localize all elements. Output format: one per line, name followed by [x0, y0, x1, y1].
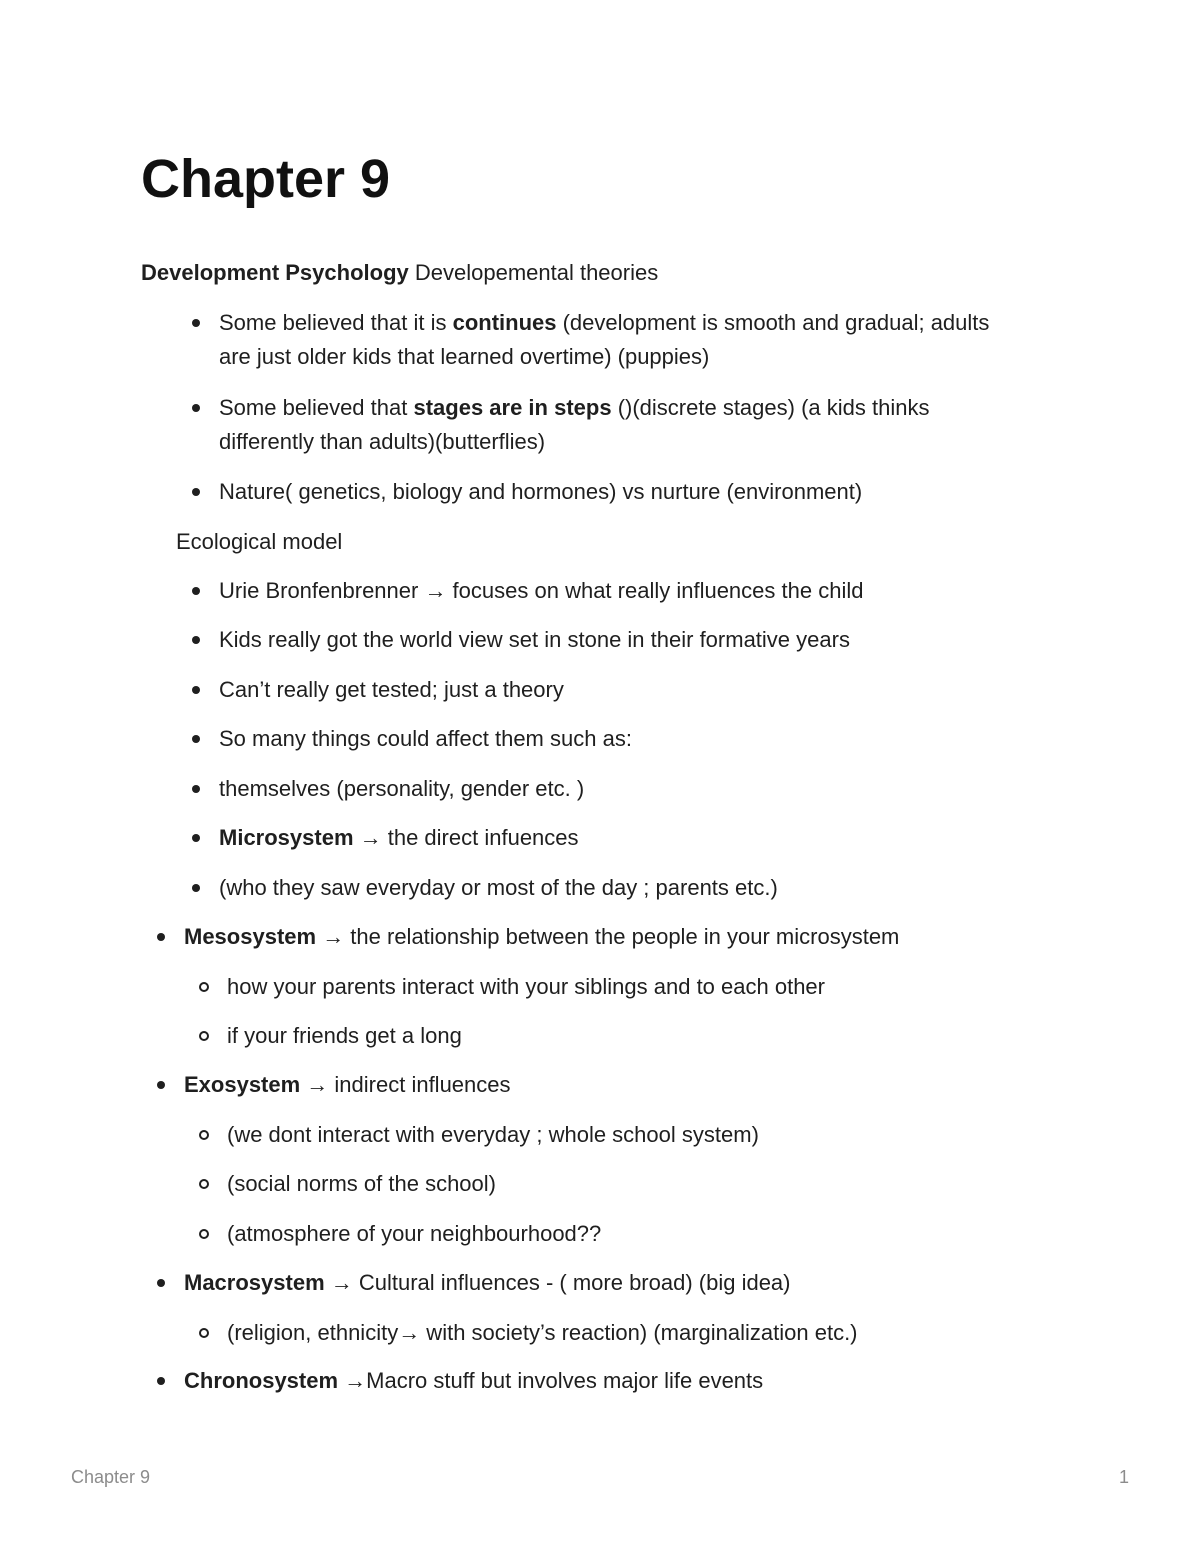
- bullet-icon: [157, 1081, 165, 1089]
- mesosystem-item: [184, 922, 899, 952]
- footer-page-number: 1: [1118, 1467, 1129, 1487]
- bullet-icon: [192, 587, 200, 595]
- mesosystem-subitem: if your friends get a long: [227, 1023, 462, 1048]
- sub-bullet-icon: [199, 1179, 209, 1189]
- theory-text: Some believed that it is: [219, 310, 453, 335]
- bullet-icon: [157, 1279, 165, 1287]
- ecological-heading: Ecological model: [176, 529, 343, 554]
- sub-bullet-icon: [199, 1130, 209, 1140]
- sub-bullet-icon: [199, 1229, 209, 1239]
- theory-text: Some believed that: [219, 395, 414, 420]
- exosystem-item: [184, 1070, 511, 1100]
- sub-bullet-icon: [199, 1328, 209, 1338]
- theory-text: (development is smooth and gradual; adults: [556, 310, 990, 335]
- bullet-icon: [192, 785, 200, 793]
- microsystem-label: Microsystem: [219, 825, 354, 850]
- exosystem-label: Exosystem: [184, 1072, 301, 1097]
- chronosystem-text: →Macro stuff but involves major life events: [338, 1368, 764, 1393]
- exosystem-subitem: (atmosphere of your neighbourhood??: [227, 1221, 602, 1246]
- theory-bold: continues: [452, 310, 557, 335]
- microsystem-text: → the direct infuences: [353, 825, 579, 850]
- bullet-icon: [192, 834, 200, 842]
- microsystem-note: (who they saw everyday or most of the day ; parents etc.): [219, 875, 778, 900]
- page-title: Chapter 9: [141, 149, 391, 209]
- macrosystem-subitem: (religion, ethnicity→ with society’s reaction) (marginalization etc.): [227, 1320, 858, 1345]
- ecological-item: Kids really got the world view set in stone in their formative years: [219, 627, 850, 652]
- macrosystem-text: → Cultural influences - ( more broad) (big idea): [324, 1270, 791, 1295]
- macrosystem-item: [184, 1268, 791, 1298]
- bullet-icon: [192, 636, 200, 644]
- mesosystem-subitem: how your parents interact with your siblings and to each other: [227, 974, 825, 999]
- intro-text: Developemental theories: [408, 260, 659, 285]
- theory-text: ()(discrete stages) (a kids thinks: [611, 395, 930, 420]
- intro-line: [141, 258, 658, 288]
- chronosystem-item: [184, 1366, 763, 1396]
- ecological-item: So many things could affect them such as:: [219, 726, 632, 751]
- bullet-icon: [192, 735, 200, 743]
- footer-chapter-label: Chapter 9: [71, 1467, 151, 1487]
- exosystem-subitem: (social norms of the school): [227, 1171, 496, 1196]
- exosystem-text: → indirect influences: [300, 1072, 511, 1097]
- exosystem-subitem: (we dont interact with everyday ; whole school system): [227, 1122, 759, 1147]
- chronosystem-label: Chronosystem: [184, 1368, 339, 1393]
- theory-item: [219, 393, 929, 423]
- theory-continuation: are just older kids that learned overtime) (puppies): [219, 344, 710, 369]
- bullet-icon: [192, 319, 200, 327]
- bullet-icon: [157, 933, 165, 941]
- intro-bold: Development Psychology: [141, 260, 409, 285]
- bullet-icon: [192, 404, 200, 412]
- ecological-item: Urie Bronfenbrenner → focuses on what really influences the child: [219, 578, 864, 603]
- microsystem-item: [219, 823, 579, 853]
- ecological-item: Can’t really get tested; just a theory: [219, 677, 564, 702]
- bullet-icon: [157, 1377, 165, 1385]
- mesosystem-text: → the relationship between the people in your microsystem: [316, 924, 900, 949]
- bullet-icon: [192, 884, 200, 892]
- theory-item: [219, 308, 989, 338]
- ecological-item: themselves (personality, gender etc. ): [219, 776, 585, 801]
- mesosystem-label: Mesosystem: [184, 924, 317, 949]
- sub-bullet-icon: [199, 1031, 209, 1041]
- theory-item: Nature( genetics, biology and hormones) vs nurture (environment): [219, 479, 863, 504]
- theory-bold: stages are in steps: [413, 395, 612, 420]
- theory-continuation: differently than adults)(butterflies): [219, 429, 546, 454]
- macrosystem-label: Macrosystem: [184, 1270, 325, 1295]
- bullet-icon: [192, 488, 200, 496]
- bullet-icon: [192, 686, 200, 694]
- sub-bullet-icon: [199, 982, 209, 992]
